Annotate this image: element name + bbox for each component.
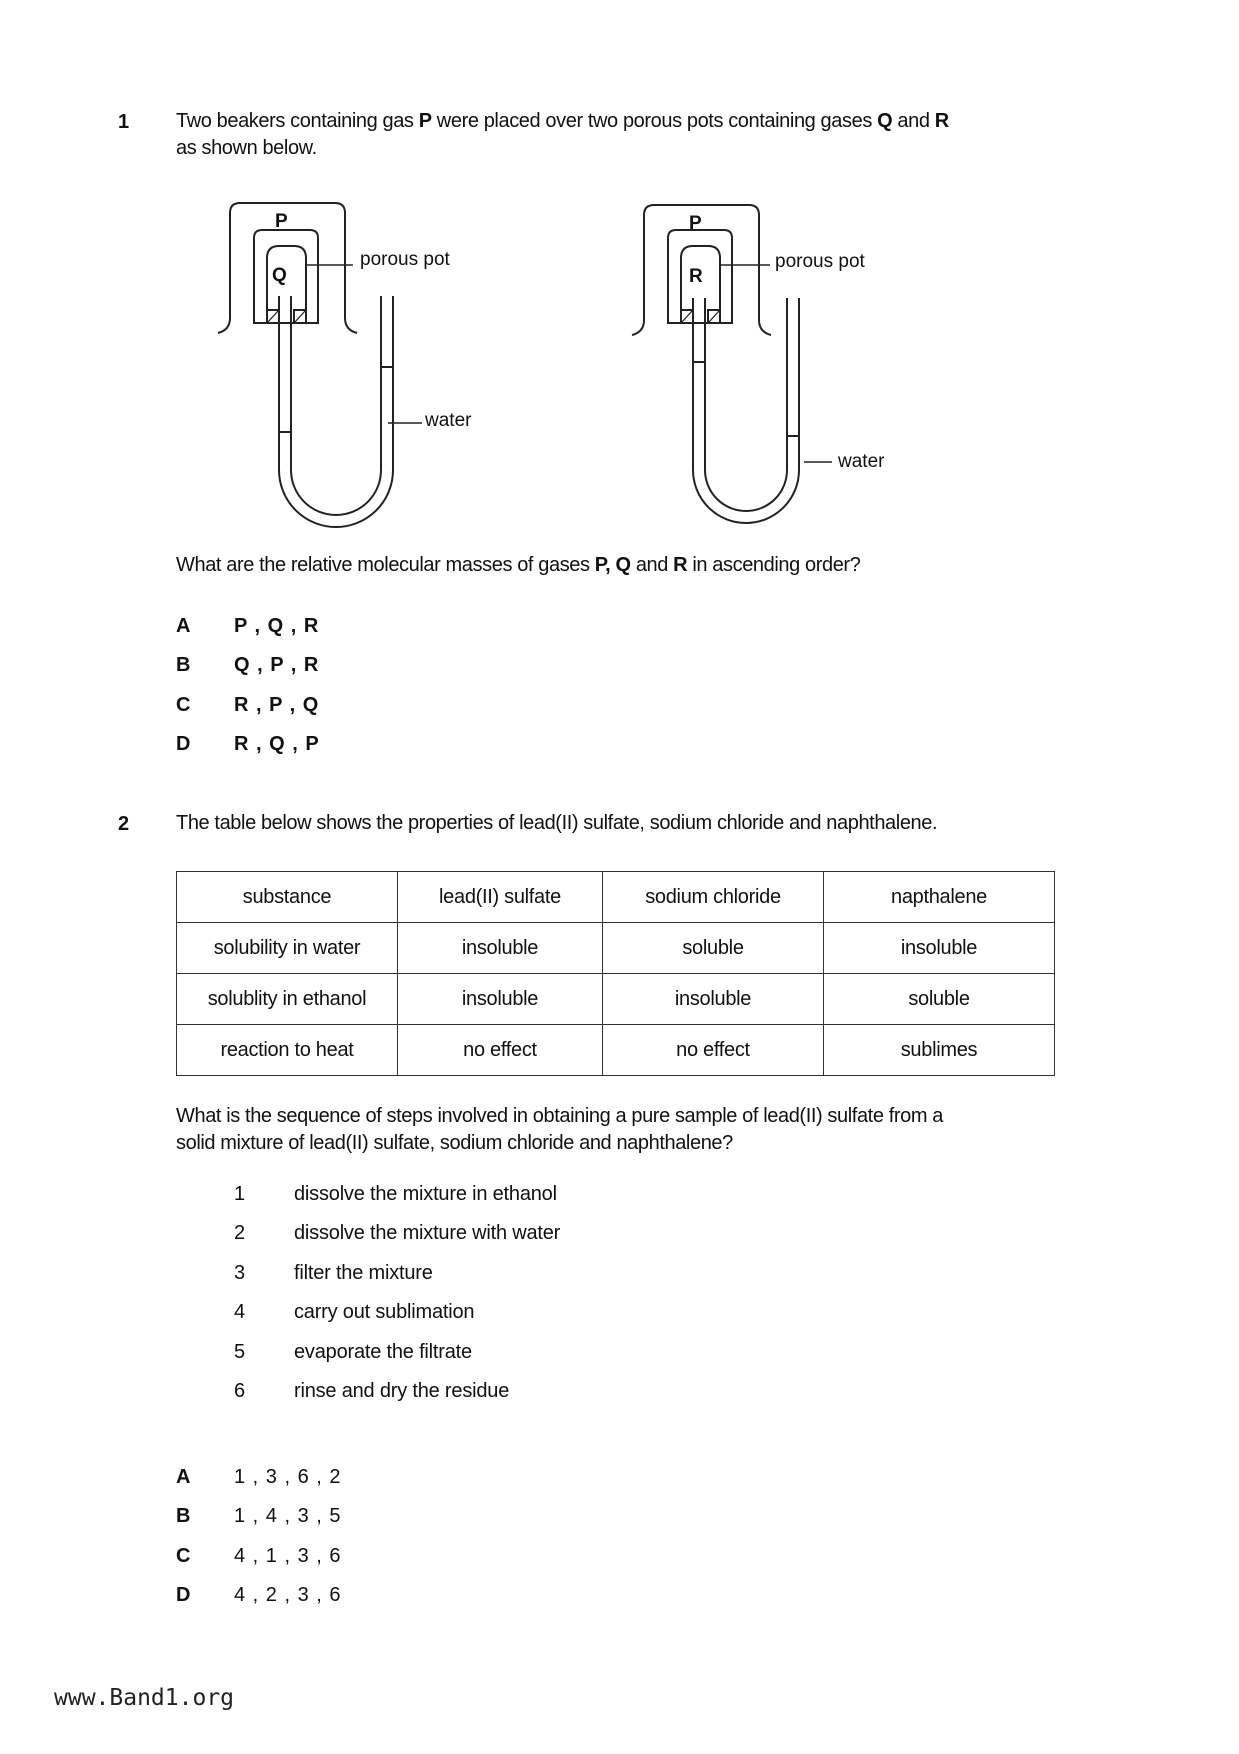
step-text: carry out sublimation	[294, 1301, 475, 1323]
table-header-row	[177, 872, 1055, 923]
option-text: 1 , 4 , 3 , 5	[234, 1505, 342, 1527]
table-row	[177, 923, 1055, 974]
option-letter: C	[176, 694, 191, 716]
prompt-line-1: What is the sequence of steps involved in obtaining a pure sample of lead(II) sulfate from a	[176, 1105, 943, 1127]
option-letter: A	[176, 615, 191, 637]
option-letter: A	[176, 1466, 191, 1488]
table-header-cell: lead(II) sulfate	[398, 872, 603, 923]
gas-p-label: P	[418, 110, 432, 132]
intro-text: and	[892, 110, 935, 132]
gas-p-label: P	[594, 554, 606, 576]
footer-watermark: www.Band1.org	[54, 1685, 235, 1711]
left-beaker-gas-label: P	[275, 211, 288, 232]
intro-text: Two beakers containing gas	[176, 110, 419, 132]
step-text: rinse and dry the residue	[294, 1380, 510, 1402]
question-1-number: 1	[118, 111, 130, 133]
option-text: 4 , 1 , 3 , 6	[234, 1545, 342, 1567]
step-text: evaporate the filtrate	[294, 1341, 472, 1363]
table-cell: solublity in ethanol	[177, 974, 398, 1025]
table-cell: insoluble	[398, 923, 603, 974]
table-cell: insoluble	[824, 923, 1055, 974]
option-letter: B	[176, 1505, 191, 1527]
table-cell: soluble	[603, 923, 824, 974]
option-letter: B	[176, 654, 191, 676]
table-header-cell: sodium chloride	[603, 872, 824, 923]
right-water-label: water	[838, 451, 885, 472]
porous-pot-diagram	[0, 0, 1239, 560]
right-beaker-gas-label: P	[689, 213, 702, 234]
intro-text-line2: as shown below.	[176, 137, 317, 159]
left-porous-pot-label: porous pot	[360, 249, 450, 270]
step-number: 3	[234, 1262, 246, 1284]
table-cell: insoluble	[603, 974, 824, 1025]
table-cell: soluble	[824, 974, 1055, 1025]
prompt-text: ,	[605, 554, 616, 576]
question-2-number: 2	[118, 813, 130, 835]
table-cell: no effect	[398, 1025, 603, 1076]
right-pot-gas-label: R	[689, 266, 703, 287]
gas-q-label: Q	[615, 554, 631, 576]
option-text: R , P , Q	[234, 694, 320, 716]
option-text: 4 , 2 , 3 , 6	[234, 1584, 342, 1606]
prompt-text: and	[630, 554, 674, 576]
option-text: 1 , 3 , 6 , 2	[234, 1466, 342, 1488]
step-number: 4	[234, 1301, 246, 1323]
question-2-intro: The table below shows the properties of lead(II) sulfate, sodium chloride and naphthalene.	[176, 812, 938, 834]
option-text: R , Q , P	[234, 733, 320, 755]
step-text: dissolve the mixture with water	[294, 1222, 561, 1244]
option-letter: D	[176, 733, 191, 755]
step-text: dissolve the mixture in ethanol	[294, 1183, 557, 1205]
properties-table	[176, 871, 1055, 1076]
step-number: 1	[234, 1183, 246, 1205]
option-text: Q , P , R	[234, 654, 320, 676]
step-number: 6	[234, 1380, 246, 1402]
gas-q-label: Q	[877, 110, 893, 132]
right-porous-pot-label: porous pot	[775, 251, 865, 272]
question-1-prompt	[176, 552, 860, 579]
step-number: 5	[234, 1341, 246, 1363]
table-cell: insoluble	[398, 974, 603, 1025]
question-2-prompt	[176, 1103, 943, 1157]
step-number: 2	[234, 1222, 246, 1244]
option-letter: D	[176, 1584, 191, 1606]
intro-text: were placed over two porous pots containing gases	[431, 110, 878, 132]
table-cell: sublimes	[824, 1025, 1055, 1076]
table-cell: no effect	[603, 1025, 824, 1076]
table-row	[177, 1025, 1055, 1076]
table-cell: solubility in water	[177, 923, 398, 974]
option-text: P , Q , R	[234, 615, 320, 637]
prompt-text: What are the relative molecular masses of gases	[176, 554, 595, 576]
step-text: filter the mixture	[294, 1262, 433, 1284]
table-row	[177, 974, 1055, 1025]
gas-r-label: R	[673, 554, 688, 576]
prompt-text: in ascending order?	[687, 554, 861, 576]
table-cell: reaction to heat	[177, 1025, 398, 1076]
gas-r-label: R	[934, 110, 949, 132]
left-water-label: water	[425, 410, 472, 431]
prompt-line-2: solid mixture of lead(II) sulfate, sodium chloride and naphthalene?	[176, 1132, 733, 1154]
table-header-cell: substance	[177, 872, 398, 923]
left-pot-gas-label: Q	[272, 265, 287, 286]
option-letter: C	[176, 1545, 191, 1567]
table-header-cell: napthalene	[824, 872, 1055, 923]
